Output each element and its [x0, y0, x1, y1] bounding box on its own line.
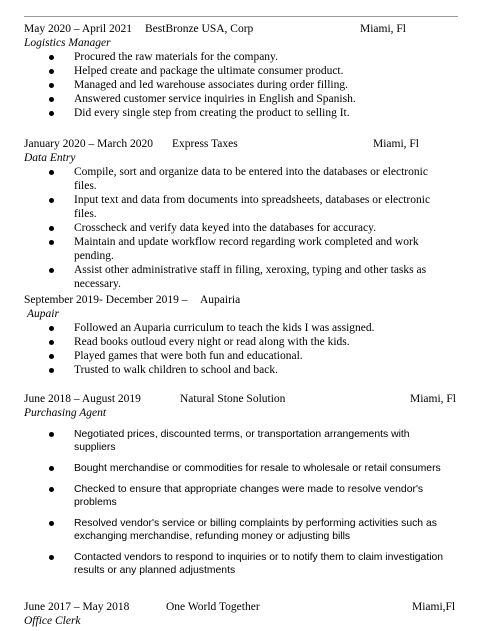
- list-item: Helped create and package the ultimate consumer product.: [24, 64, 448, 78]
- bullet-icon: [49, 240, 54, 245]
- list-item: Managed and led warehouse associates during order filling.: [24, 78, 448, 92]
- list-item: Answered customer service inquiries in English and Spanish.: [24, 92, 448, 106]
- list-item: Played games that were both fun and educational.: [24, 349, 448, 363]
- list-item: Contacted vendors to respond to inquiries or to notify them to claim investigation results or any planned adjustments: [24, 551, 444, 577]
- job-dates: September 2019- December 2019 –: [24, 294, 188, 306]
- bullet-icon: [49, 55, 54, 60]
- list-item: Checked to ensure that appropriate changes were made to resolve vendor's problems: [24, 483, 444, 509]
- bullet-icon: [49, 340, 54, 345]
- job-duties-list: [24, 165, 474, 291]
- list-item: Procured the raw materials for the company.: [24, 50, 448, 64]
- job-company: BestBronze USA, Corp: [145, 23, 254, 35]
- job-entry-natural-stone: [24, 393, 474, 585]
- list-item: Read books outloud every night or read along with the kids.: [24, 335, 448, 349]
- list-item: Did every single step from creating the product to selling It.: [24, 106, 448, 120]
- job-location: Miami,Fl: [412, 601, 456, 613]
- bullet-icon: [49, 170, 54, 175]
- job-duties-list: [24, 321, 474, 377]
- job-location: Miami, Fl: [360, 23, 407, 35]
- bullet-icon: [49, 432, 54, 437]
- bullet-icon: [49, 487, 54, 492]
- bullet-icon: [49, 354, 54, 359]
- bullet-icon: [49, 368, 54, 373]
- job-company: Aupairia: [200, 294, 241, 306]
- list-item: Maintain and update workflow record regarding work completed and work pending.: [24, 235, 448, 263]
- bullet-icon: [49, 226, 54, 231]
- job-entry-bestbronze: [24, 22, 474, 120]
- bullet-icon: [49, 521, 54, 526]
- job-title: Purchasing Agent: [24, 407, 107, 419]
- job-company: Natural Stone Solution: [180, 393, 286, 405]
- job-entry-one-world-together: [24, 600, 474, 628]
- list-item: Trusted to walk children to school and back.: [24, 363, 448, 377]
- list-item: Input text and data from documents into spreadsheets, databases or electronic files.: [24, 193, 448, 221]
- job-header: [24, 393, 474, 407]
- bullet-icon: [49, 198, 54, 203]
- job-location: Miami, Fl: [373, 138, 420, 150]
- job-duties-list: [24, 428, 474, 577]
- job-title: Data Entry: [24, 152, 76, 164]
- job-entry-express-taxes: [24, 137, 474, 291]
- list-item: Assist other administrative staff in filing, xeroxing, typing and other tasks as necessary.: [24, 263, 448, 291]
- job-location: Miami, Fl: [410, 393, 457, 405]
- top-divider: [24, 16, 458, 17]
- job-header: [24, 600, 474, 614]
- list-item: Compile, sort and organize data to be entered into the databases or electronic files.: [24, 165, 448, 193]
- job-company: One World Together: [166, 601, 260, 613]
- bullet-icon: [49, 111, 54, 116]
- job-header: [24, 137, 474, 151]
- job-entry-aupairia: [24, 293, 474, 377]
- bullet-icon: [49, 83, 54, 88]
- list-item: Negotiated prices, discounted terms, or transportation arrangements with suppliers: [24, 428, 444, 454]
- bullet-icon: [49, 466, 54, 471]
- job-dates: May 2020 – April 2021: [24, 23, 132, 35]
- bullet-icon: [49, 69, 54, 74]
- bullet-icon: [49, 268, 54, 273]
- job-dates: June 2018 – August 2019: [24, 393, 141, 405]
- bullet-icon: [49, 555, 54, 560]
- job-title: Aupair: [27, 308, 59, 320]
- job-dates: June 2017 – May 2018: [24, 601, 130, 613]
- job-header: [24, 293, 474, 307]
- job-dates: January 2020 – March 2020: [24, 138, 154, 150]
- list-item: Resolved vendor's service or billing complaints by performing activities such as exchanging merchandise, refunding money or adjusting bills: [24, 517, 444, 543]
- bullet-icon: [49, 326, 54, 331]
- job-title: Logistics Manager: [24, 37, 111, 49]
- job-header: [24, 22, 474, 36]
- job-title: Office Clerk: [24, 615, 81, 627]
- list-item: Followed an Auparia curriculum to teach the kids I was assigned.: [24, 321, 448, 335]
- list-item: Bought merchandise or commodities for resale to wholesale or retail consumers: [24, 462, 444, 475]
- list-item: Crosscheck and verify data keyed into the databases for accuracy.: [24, 221, 448, 235]
- job-company: Express Taxes: [172, 138, 238, 150]
- bullet-icon: [49, 97, 54, 102]
- job-duties-list: [24, 50, 474, 120]
